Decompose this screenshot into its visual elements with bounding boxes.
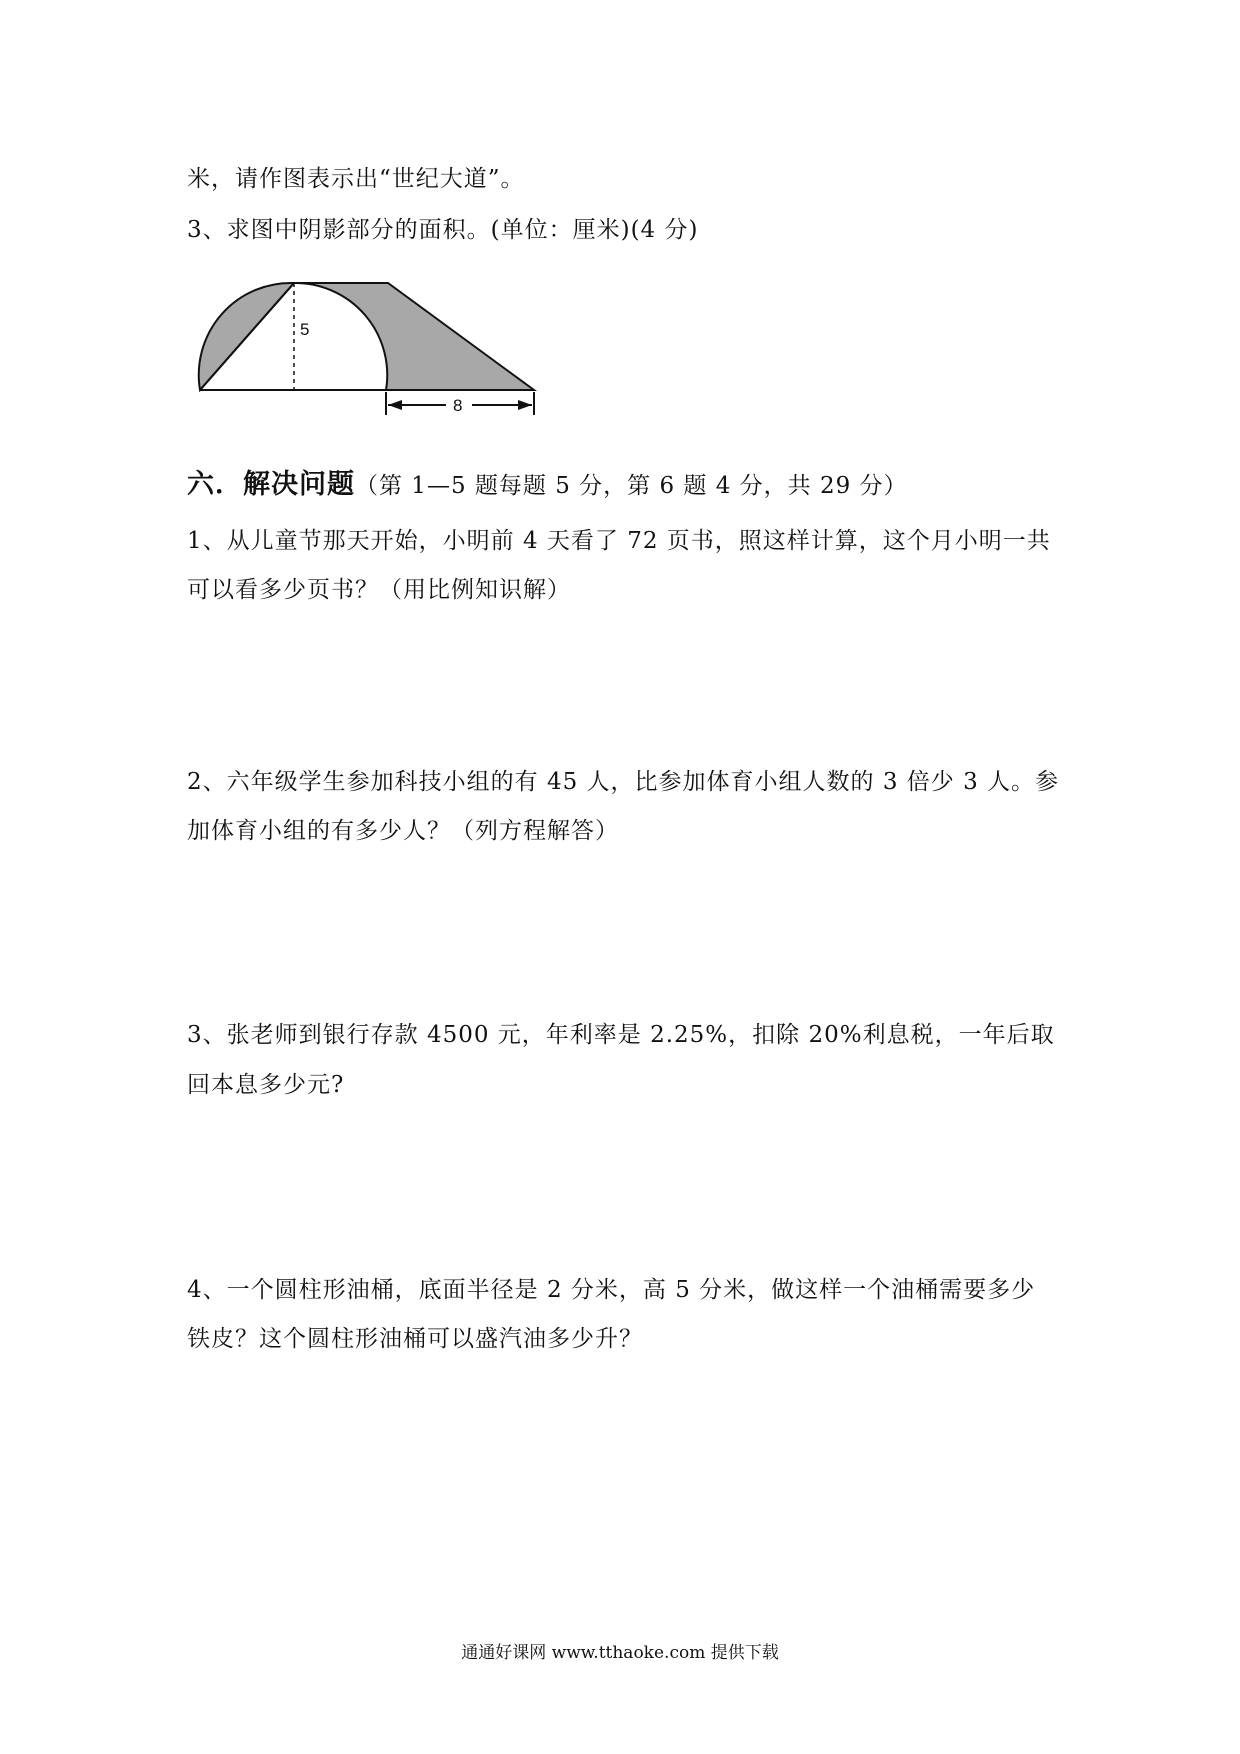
section-6-header xyxy=(187,462,908,501)
section-6-title: 六．解决问题 xyxy=(187,469,355,500)
arrow-left-icon xyxy=(388,400,402,410)
section-6-note: （第 1—5 题每题 5 分，第 6 题 4 分，共 29 分） xyxy=(355,473,908,499)
problem-4-line-1: 4、一个圆柱形油桶，底面半径是 2 分米，高 5 分米，做这样一个油桶需要多少 xyxy=(187,1277,1036,1303)
problem-4-line-2: 铁皮？这个圆柱形油桶可以盛汽油多少升？ xyxy=(187,1326,643,1352)
continuation-text: 米，请作图表示出“世纪大道”。 xyxy=(187,166,525,192)
base-label: 8 xyxy=(453,396,463,415)
question-3-area: 3、求图中阴影部分的面积。(单位：厘米)(4 分) xyxy=(187,217,699,243)
arrow-right-icon xyxy=(518,400,532,410)
problem-3-line-1: 3、张老师到银行存款 4500 元，年利率是 2.25%，扣除 20%利息税，一年后取 xyxy=(187,1022,1055,1048)
page-footer: 通通好课网 www.tthaoke.com 提供下载 xyxy=(461,1643,779,1663)
problem-2-line-1: 2、六年级学生参加科技小组的有 45 人，比参加体育小组人数的 3 倍少 3 人。参 xyxy=(187,769,1060,795)
height-label: 5 xyxy=(300,320,310,339)
problem-2-line-2: 加体育小组的有多少人？（列方程解答） xyxy=(187,818,619,844)
problem-1-line-1: 1、从儿童节那天开始，小明前 4 天看了 72 页书，照这样计算，这个月小明一共 xyxy=(187,528,1051,554)
geometry-diagram xyxy=(190,270,550,420)
shaded-area-figure xyxy=(190,270,550,424)
problem-3-line-2: 回本息多少元? xyxy=(187,1072,345,1098)
problem-1-line-2: 可以看多少页书？（用比例知识解） xyxy=(187,577,571,603)
shaded-region-right xyxy=(294,283,534,390)
